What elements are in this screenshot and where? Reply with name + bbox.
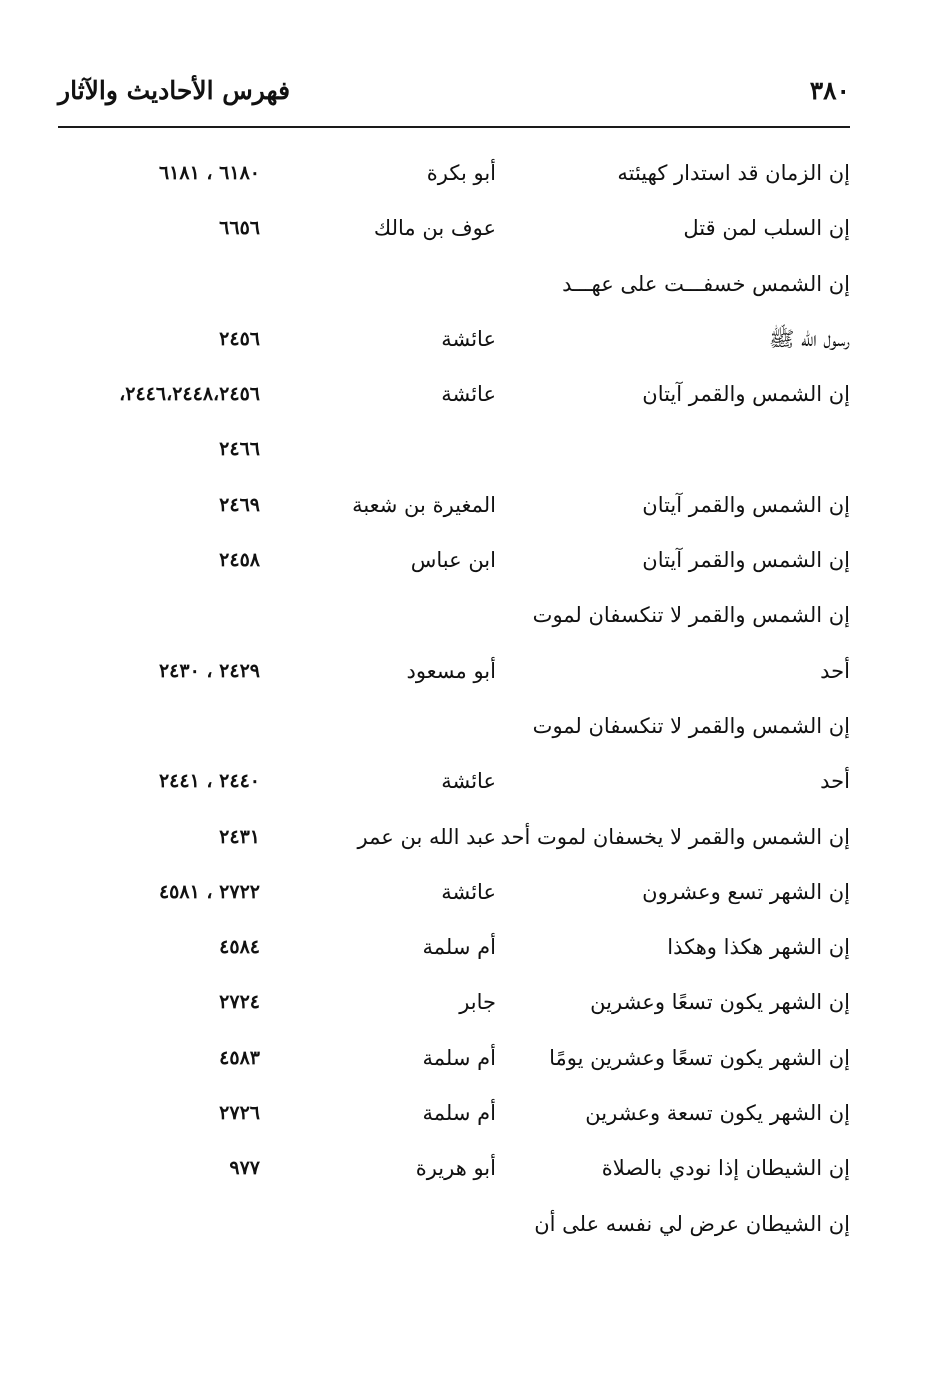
index-row bbox=[0, 1088, 932, 1143]
hadith-numbers: ٢٧٢٢ ، ٤٥٨١ bbox=[158, 880, 260, 903]
narrator: عوف بن مالك bbox=[373, 216, 496, 241]
hadith-numbers: ٤٥٨٣ bbox=[219, 1046, 260, 1069]
index-row bbox=[0, 812, 932, 867]
hadith-numbers: ٩٧٧ bbox=[229, 1157, 260, 1180]
index-row bbox=[0, 867, 932, 922]
index-row bbox=[0, 646, 932, 701]
narrator: أبو بكرة bbox=[426, 161, 496, 185]
hadith-text: إن الشهر هكذا وهكذا bbox=[667, 935, 850, 960]
page-number: ٣٨٠ bbox=[809, 76, 850, 105]
hadith-text: رسول الله ﷺ bbox=[769, 326, 850, 351]
index-row bbox=[0, 922, 932, 977]
hadith-text: إن الشهر تسع وعشرون bbox=[642, 879, 850, 904]
hadith-text: إن الشمس والقمر آيتان bbox=[642, 492, 850, 517]
hadith-numbers: ٤٥٨٤ bbox=[219, 936, 260, 959]
hadith-text: إن الشيطان إذا نودي بالصلاة bbox=[601, 1156, 850, 1181]
index-row bbox=[0, 424, 932, 479]
hadith-numbers: ٢٤٤٦،٢٤٤٨،٢٤٥٦، bbox=[119, 383, 260, 406]
narrator: عبد الله بن عمر bbox=[357, 824, 496, 849]
index-row bbox=[0, 259, 932, 314]
hadith-text: إن الشمس والقمر آيتان bbox=[642, 548, 850, 573]
header-rule bbox=[58, 126, 850, 128]
narrator: عائشة bbox=[441, 769, 496, 794]
narrator: عائشة bbox=[441, 879, 496, 904]
index-row bbox=[0, 535, 932, 590]
hadith-text: إن الشمس والقمر آيتان bbox=[642, 382, 850, 407]
hadith-numbers: ٢٤٥٦ bbox=[219, 327, 260, 350]
index-row bbox=[0, 480, 932, 535]
hadith-text: إن الشهر يكون تسعًا وعشرين يومًا bbox=[549, 1045, 850, 1070]
narrator: عائشة bbox=[441, 326, 496, 351]
index-row bbox=[0, 203, 932, 258]
hadith-text: إن الشمس والقمر لا يخسفان لموت أحد bbox=[500, 824, 850, 849]
hadith-text: إن الشهر يكون تسعًا وعشرين bbox=[590, 990, 850, 1015]
index-row bbox=[0, 701, 932, 756]
running-header bbox=[58, 72, 850, 116]
hadith-text: إن الشهر يكون تسعة وعشرين bbox=[585, 1101, 850, 1126]
index-list bbox=[0, 148, 932, 1254]
narrator: ابن عباس bbox=[410, 548, 496, 573]
narrator: أم سلمة bbox=[422, 935, 496, 960]
hadith-numbers: ٢٤٣١ bbox=[219, 825, 260, 848]
hadith-text: أحد bbox=[820, 769, 850, 794]
index-row bbox=[0, 977, 932, 1032]
index-row bbox=[0, 756, 932, 811]
narrator: أم سلمة bbox=[422, 1101, 496, 1126]
hadith-numbers: ٦١٨٠ ، ٦١٨١ bbox=[158, 162, 260, 184]
index-row bbox=[0, 314, 932, 369]
hadith-numbers: ٢٧٢٤ bbox=[219, 991, 260, 1014]
index-row bbox=[0, 1033, 932, 1088]
narrator: عائشة bbox=[441, 382, 496, 407]
narrator: جابر bbox=[459, 990, 496, 1015]
index-row bbox=[0, 369, 932, 424]
index-row bbox=[0, 1199, 932, 1254]
index-row bbox=[0, 590, 932, 645]
hadith-text: إن الشيطان عرض لي نفسه على أن bbox=[534, 1211, 850, 1236]
hadith-numbers: ٢٤٢٩ ، ٢٤٣٠ bbox=[158, 659, 260, 682]
running-title: فهرس الأحاديث والآثار bbox=[58, 76, 291, 105]
index-row bbox=[0, 1143, 932, 1198]
narrator: أم سلمة bbox=[422, 1045, 496, 1070]
index-row bbox=[0, 148, 932, 203]
hadith-text: أحد bbox=[820, 658, 850, 683]
hadith-numbers: ٢٤٥٨ bbox=[219, 549, 260, 572]
hadith-text: إن الشمس خسفـــت على عهـــد bbox=[562, 271, 850, 296]
hadith-numbers: ٢٤٦٦ bbox=[219, 438, 260, 461]
narrator: أبو هريرة bbox=[415, 1156, 496, 1181]
hadith-numbers: ٢٤٦٩ bbox=[219, 493, 260, 516]
narrator: أبو مسعود bbox=[406, 658, 496, 683]
hadith-text: إن الشمس والقمر لا تنكسفان لموت bbox=[532, 713, 850, 738]
hadith-numbers: ٢٧٢٦ bbox=[219, 1102, 260, 1125]
narrator: المغيرة بن شعبة bbox=[352, 492, 496, 517]
hadith-numbers: ٢٤٤٠ ، ٢٤٤١ bbox=[158, 770, 260, 793]
hadith-text: إن الزمان قد استدار كهيئته bbox=[617, 161, 850, 185]
hadith-text: إن السلب لمن قتل bbox=[683, 216, 850, 241]
hadith-text: إن الشمس والقمر لا تنكسفان لموت bbox=[532, 603, 850, 628]
hadith-numbers: ٦٦٥٦ bbox=[219, 217, 260, 240]
